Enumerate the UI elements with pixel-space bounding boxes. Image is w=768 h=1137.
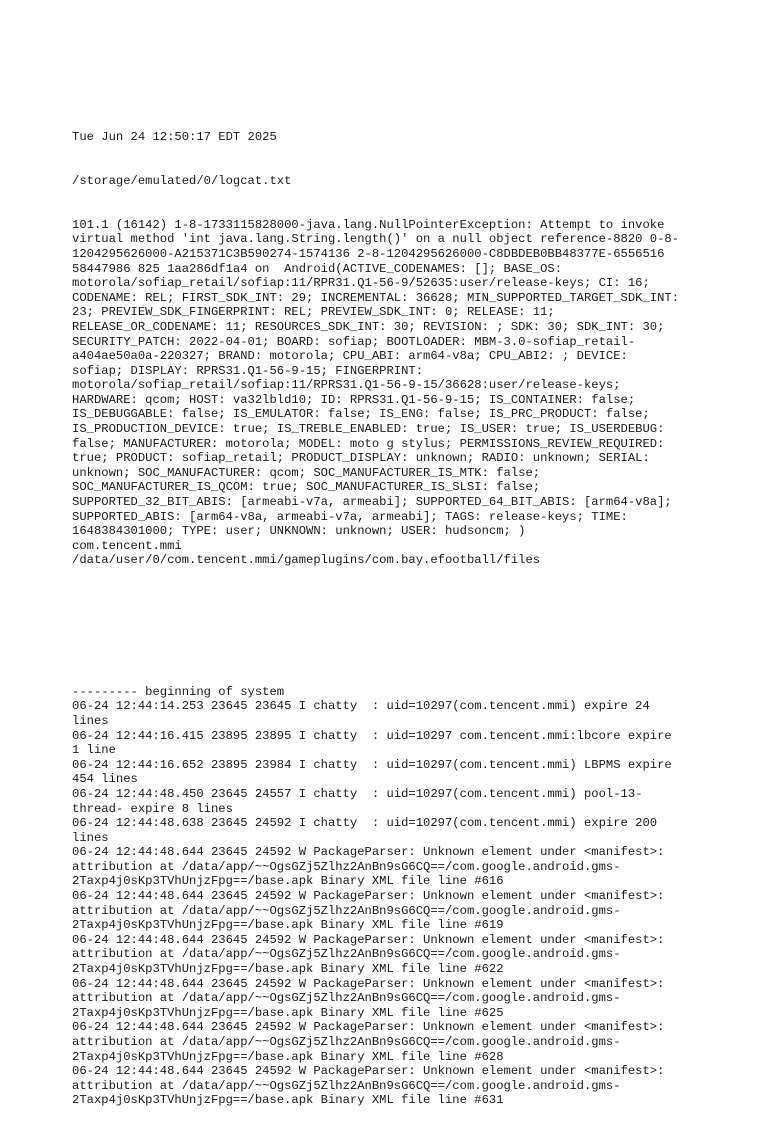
system-log-line: 06-24 12:44:48.644 23645 24592 W PackageParser: Unknown element under <manifest>: [72,845,665,860]
log-text-block [72,101,712,1137]
system-log-line: lines [72,713,109,728]
system-log-line: 06-24 12:44:48.644 23645 24592 W PackageParser: Unknown element under <manifest>: [72,1020,665,1035]
crash-report-line: IS_PRODUCTION_DEVICE: true; IS_TREBLE_ENABLED: true; IS_USER: true; IS_USERDEBUG: [72,422,665,437]
crash-report-line: sofiap; DISPLAY: RPRS31.Q1-56-9-15; FINGERPRINT: [72,363,424,378]
crash-report-line: 101.1 (16142) 1-8-1733115828000-java.lang.NullPointerException: Attempt to invoke [72,217,665,232]
crash-report-line: /data/user/0/com.tencent.mmi/gameplugins/com.bay.efootball/files [72,553,541,568]
crash-report-line: RELEASE_OR_CODENAME: 11; RESOURCES_SDK_INT: 30; REVISION: ; SDK: 30; SDK_INT: 30; [72,319,665,334]
system-log-line: 454 lines [72,772,138,787]
crash-report-line: SECURITY_PATCH: 2022-04-01; BOARD: sofiap; BOOTLOADER: MBM-3.0-sofiap_retail- [72,334,636,349]
system-log-line: 06-24 12:44:16.415 23895 23895 I chatty : uid=10297 com.tencent.mmi:lbcore expire [72,728,672,743]
system-log-line: 06-24 12:44:48.450 23645 24557 I chatty : uid=10297(com.tencent.mmi) pool-13- [72,786,643,801]
system-log-line: 2Taxp4j0sKp3TVhUnjzFpg==/base.apk Binary XML file line #631 [72,1093,504,1108]
system-log-line: 06-24 12:44:48.638 23645 24592 I chatty : uid=10297(com.tencent.mmi) expire 200 [72,816,658,831]
crash-report [72,218,712,568]
system-log-line: 06-24 12:44:48.644 23645 24592 W PackageParser: Unknown element under <manifest>: [72,889,665,904]
crash-report-line: a404ae50a0a-220327; BRAND: motorola; CPU_ABI: arm64-v8a; CPU_ABI2: ; DEVICE: [72,349,628,364]
system-log-line: attribution at /data/app/~~OgsGZj5Zlhz2AnBn9sG6CQ==/com.google.android.gms- [72,859,621,874]
system-log-line: 2Taxp4j0sKp3TVhUnjzFpg==/base.apk Binary XML file line #628 [72,1049,504,1064]
log-file-path: /storage/emulated/0/logcat.txt [72,173,292,188]
system-log-line: 06-24 12:44:48.644 23645 24592 W PackageParser: Unknown element under <manifest>: [72,932,665,947]
blank-line [72,641,712,656]
crash-report-line: SOC_MANUFACTURER_IS_QCOM: true; SOC_MANUFACTURER_IS_SLSI: false; [72,480,541,495]
system-log-line: lines [72,830,109,845]
system-log-line: 06-24 12:44:16.652 23895 23984 I chatty : uid=10297(com.tencent.mmi) LBPMS expire [72,757,672,772]
system-log-line: attribution at /data/app/~~OgsGZj5Zlhz2AnBn9sG6CQ==/com.google.android.gms- [72,903,621,918]
system-log-line: 1 line [72,743,116,758]
system-log-line: 06-24 12:44:14.253 23645 23645 I chatty : uid=10297(com.tencent.mmi) expire 24 [72,699,650,714]
crash-report-line: true; PRODUCT: sofiap_retail; PRODUCT_DISPLAY: unknown; RADIO: unknown; SERIAL: [72,451,650,466]
crash-report-line: motorola/sofiap_retail/sofiap:11/RPR31.Q1-56-9/52635:user/release-keys; CI: 16; [72,276,650,291]
system-log-line: attribution at /data/app/~~OgsGZj5Zlhz2AnBn9sG6CQ==/com.google.android.gms- [72,1035,621,1049]
system-log-line: attribution at /data/app/~~OgsGZj5Zlhz2AnBn9sG6CQ==/com.google.android.gms- [72,947,621,962]
crash-report-line: virtual method 'int java.lang.String.length()' on a null object reference-8820 0-8- [72,232,680,247]
system-log-line: 2Taxp4j0sKp3TVhUnjzFpg==/base.apk Binary XML file line #625 [72,1005,504,1020]
crash-report-line: 1204295626000-A215371C3B590274-1574136 2-8-1204295626000-C8DBDEB0BB48377E-6556516 [72,246,665,261]
system-log [72,685,712,1108]
crash-report-line: false; MANUFACTURER: motorola; MODEL: moto g stylus; PERMISSIONS_REVIEW_REQUIRED: [72,436,665,451]
system-log-line: thread- expire 8 lines [72,801,233,816]
crash-report-line: SUPPORTED_ABIS: [arm64-v8a, armeabi-v7a, armeabi]; TAGS: release-keys; TIME: [72,509,628,524]
crash-report-line: HARDWARE: qcom; HOST: va32lbld10; ID: RPRS31.Q1-56-9-15; IS_CONTAINER: false; [72,392,636,407]
crash-report-line: unknown; SOC_MANUFACTURER: qcom; SOC_MANUFACTURER_IS_MTK: false; [72,465,541,480]
blank-line [72,597,712,612]
log-timestamp: Tue Jun 24 12:50:17 EDT 2025 [72,130,277,145]
crash-report-line: 58447986 825 1aa286df1a4 on Android(ACTIVE_CODENAMES: []; BASE_OS: [72,261,563,276]
system-log-line: attribution at /data/app/~~OgsGZj5Zlhz2AnBn9sG6CQ==/com.google.android.gms- [72,991,621,1006]
crash-report-line: com.tencent.mmi [72,538,182,553]
crash-report-line: 23; PREVIEW_SDK_FINGERPRINT: REL; PREVIEW_SDK_INT: 0; RELEASE: 11; [72,305,555,320]
system-log-line: 2Taxp4j0sKp3TVhUnjzFpg==/base.apk Binary XML file line #622 [72,962,504,977]
system-log-line: 2Taxp4j0sKp3TVhUnjzFpg==/base.apk Binary XML file line #616 [72,874,504,889]
crash-report-line: 1648384301000; TYPE: user; UNKNOWN: unknown; USER: hudsoncm; ) [72,524,526,539]
system-log-line: 2Taxp4j0sKp3TVhUnjzFpg==/base.apk Binary XML file line #619 [72,918,504,933]
system-log-line: attribution at /data/app/~~OgsGZj5Zlhz2AnBn9sG6CQ==/com.google.android.gms- [72,1078,621,1093]
system-log-line: --------- beginning of system [72,684,285,699]
crash-report-line: SUPPORTED_32_BIT_ABIS: [armeabi-v7a, armeabi]; SUPPORTED_64_BIT_ABIS: [arm64-v8a]; [72,495,672,510]
crash-report-line: motorola/sofiap_retail/sofiap:11/RPRS31.Q1-56-9-15/36628:user/release-keys; [72,378,621,393]
system-log-line: 06-24 12:44:48.644 23645 24592 W PackageParser: Unknown element under <manifest>: [72,976,665,991]
system-log-line: 06-24 12:44:48.644 23645 24592 W PackageParser: Unknown element under <manifest>: [72,1064,665,1079]
crash-report-line: IS_DEBUGGABLE: false; IS_EMULATOR: false; IS_ENG: false; IS_PRC_PRODUCT: false; [72,407,650,422]
crash-report-line: CODENAME: REL; FIRST_SDK_INT: 29; INCREMENTAL: 36628; MIN_SUPPORTED_TARGET_SDK_INT: [72,290,680,305]
